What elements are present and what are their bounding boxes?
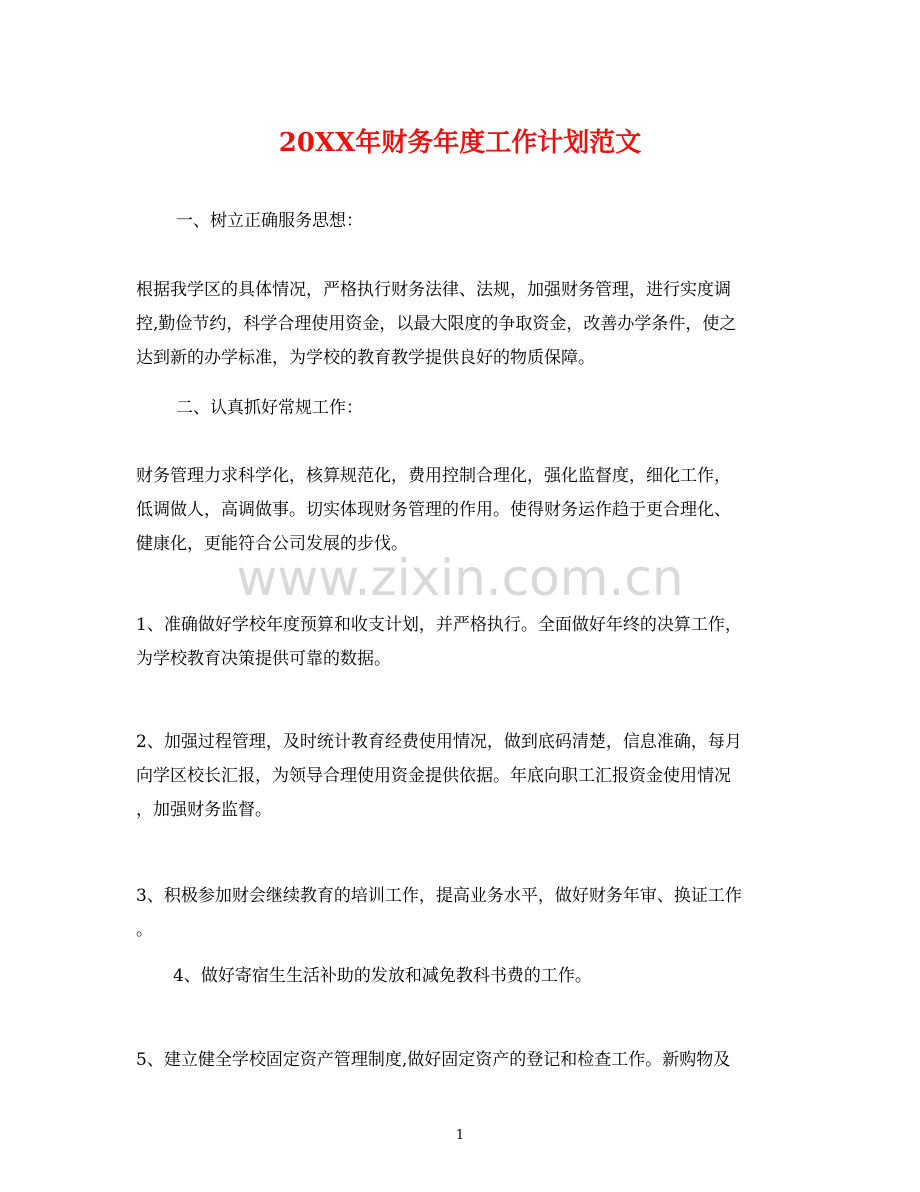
list-item-2 — [136, 725, 786, 827]
text-line: 3、积极参加财会继续教育的培训工作，提高业务水平，做好财务年审、换证工作 — [136, 886, 742, 906]
text-line: 5、建立健全学校固定资产管理制度,做好固定资产的登记和检查工作。新购物及 — [136, 1050, 731, 1070]
text-line: 根据我学区的具体情况，严格执行财务法律、法规，加强财务管理，进行实度调 — [136, 280, 731, 300]
document-title: 20XX年财务年度工作计划范文 — [278, 128, 642, 158]
text-line: 2、加强过程管理，及时统计教育经费使用情况，做到底码清楚，信息准确，每月 — [136, 732, 742, 752]
section-heading-2 — [176, 391, 826, 425]
list-item-5 — [136, 1043, 786, 1077]
list-item-4 — [173, 959, 823, 993]
text-line: 财务管理力求科学化，核算规范化，费用控制合理化，强化监督度，细化工作， — [136, 466, 731, 486]
text-line: 健康化，更能符合公司发展的步伐。 — [136, 534, 408, 554]
list-item-3 — [136, 879, 786, 947]
text-line: 控,勤俭节约，科学合理使用资金，以最大限度的争取资金，改善办学条件，使之 — [136, 314, 737, 334]
text-line: 低调做人，高调做事。切实体现财务管理的作用。使得财务运作趋于更合理化、 — [136, 500, 731, 520]
paragraph-2 — [136, 459, 786, 561]
text-line: ，加强财务监督。 — [136, 800, 272, 820]
text-line: 向学区校长汇报，为领导合理使用资金提供依据。年底向职工汇报资金使用情况 — [136, 766, 731, 786]
text-line: 。 — [136, 920, 153, 940]
watermark: www.zixin.com.cn — [236, 549, 684, 607]
text-line: 1、准确做好学校年度预算和收支计划，并严格执行。全面做好年终的决算工作， — [136, 615, 742, 635]
list-item-1 — [136, 608, 786, 676]
text-line: 4、做好寄宿生生活补助的发放和减免教科书费的工作。 — [173, 966, 592, 986]
text-line: 为学校教育决策提供可靠的数据。 — [136, 649, 391, 669]
text-line: 二、认真抓好常规工作： — [176, 398, 363, 418]
paragraph-1 — [136, 273, 786, 375]
page-number: 1 — [455, 1128, 465, 1143]
text-line: 达到新的办学标准，为学校的教育教学提供良好的物质保障。 — [136, 348, 595, 368]
section-heading-1 — [176, 204, 826, 238]
text-line: 一、树立正确服务思想： — [176, 211, 363, 231]
